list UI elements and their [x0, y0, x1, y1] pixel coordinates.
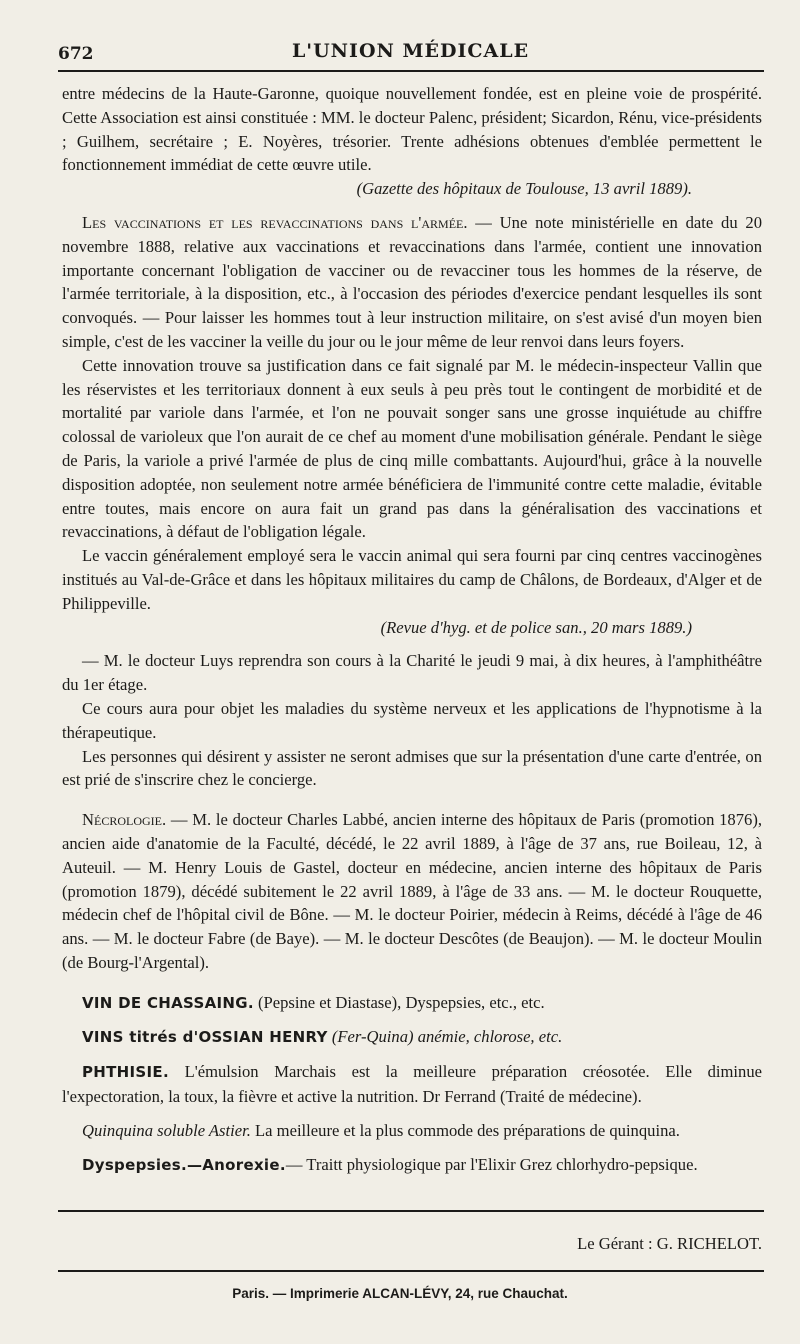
section-heading: Les vaccinations et les revaccinations dans l'armée. — [82, 212, 468, 232]
vaccination-paragraph — [62, 211, 762, 354]
source-citation: (Revue d'hyg. et de police san., 20 mars 1889.) — [380, 617, 692, 637]
section-heading: Nécrologie. — [82, 810, 167, 830]
journal-title: L'UNION MÉDICALE — [291, 40, 530, 62]
vaccine-paragraph: Le vaccin généralement employé sera le vaccin animal qui sera fourni par cinq centres vaccinogènes institués au Val-de-Grâce et dans les hôpitaux militaires du camp de Châlons, de Bordeaux, d'Alger et de Philippeville. — [62, 546, 762, 613]
ad-title: Dyspepsies.—Anorexie. — [82, 1155, 286, 1174]
imprint-rule — [58, 1270, 764, 1272]
justification-paragraph: Cette innovation trouve sa justification dans ce fait signalé par M. le médecin-inspecteur Vallin que les réservistes et les territoriaux donnent à eux seuls à peu près tout le contingent de morbidité et de mortalité par variole dans l'armée, et l'on ne pouvait songer sans une grosse inquiétude au chiffre colossal de varioleux que l'on aurait de ce chef au moment d'une mobilisation générale. Pendant le siège de Paris, la variole a privé l'armée de plus de cinq mille combattants. Aujourd'hui, grâce à la nouvelle disposition adoptée, non seulement notre armée bénéficiera de l'immunité contre cette maladie, évitable entre toutes, mais encore on aura fait un grand pas dans la généralisation des vaccinations et revaccinations, à défaut de l'obligation légale. — [62, 355, 762, 542]
ad-title: VINS titrés d'OSSIAN HENRY — [82, 1028, 328, 1047]
association-paragraph: entre médecins de la Haute-Garonne, quoique nouvellement fondée, est en pleine voie de prospérité. Cette Association est ainsi constituée : MM. le docteur Palenc, président; Sicardon, Rénu, vice-présidents ; Guilhem, secrétaire ; E. Noyères, trésorier. Trente adhésions obtenues d'emblée permettent le fonctionnement immédiat de cette œuvre utile. — [62, 84, 762, 175]
ad-title: PHTHISIE. — [82, 1063, 169, 1082]
article-body — [62, 82, 762, 1177]
source-citation: (Gazette des hôpitaux de Toulouse, 13 avril 1889). — [356, 179, 692, 199]
advertisement — [62, 1119, 762, 1143]
advertisement — [62, 1060, 762, 1109]
obituary-paragraph — [62, 808, 762, 975]
header-rule — [58, 70, 764, 72]
printer-imprint: Paris. — Imprimerie ALCAN-LÉVY, 24, rue Chauchat. — [232, 1286, 568, 1301]
ad-title: VIN DE CHASSAING. — [82, 993, 254, 1012]
advertisement — [62, 1153, 762, 1178]
ad-text: La meilleure et la plus commode des préparations de quinquina. — [250, 1120, 680, 1140]
ad-title: Quinquina soluble Astier. — [82, 1120, 251, 1140]
paragraph-text: — Une note ministérielle en date du 20 novembre 1888, relative aux vaccinations et revaccinations dans l'armée, contient une innovation importante concernant l'obligation de vacciner ou de revacciner tous les hommes de la réserve, de l'armée territoriale, à la disposition, etc., à l'occasion des périodes d'exercice pendant lesquelles ils sont convoqués. — Pour laisser les hommes tout à leur instruction militaire, on s'est avisé d'un moyen bien simple, c'est de les vacciner la veille du jour ou le jour même de leur renvoi dans leurs foyers. — [62, 212, 762, 351]
ad-text: — Traitt physiologique par l'Elixir Grez chlorhydro-pepsique. — [285, 1154, 698, 1174]
course-subject: Ce cours aura pour objet les maladies du système nerveux et les applications de l'hypnotisme à la thérapeutique. — [62, 698, 762, 742]
ad-text: L'émulsion Marchais est la meilleure préparation créosotée. Elle diminue l'expectoration, la toux, la fièvre et active la nutrition. Dr Ferrand (Traité de médecine). — [62, 1062, 762, 1107]
ad-text: (Pepsine et Diastase), Dyspepsies, etc., etc. — [253, 992, 545, 1012]
paragraph-text: — M. le docteur Charles Labbé, ancien interne des hôpitaux de Paris (promotion 1876), ancien aide d'anatomie de la Faculté, décédé, le 22 avril 1889, à l'âge de 37 ans, rue Boileau, 12, à Auteuil. — M. Henry Louis de Gastel, docteur en médecine, ancien interne des hôpitaux de Paris (promotion 1879), décédé subitement le 22 avril 1889, à l'âge de 33 ans. — M. le docteur Rouquette, médecin chef de l'hôpital civil de Bône. — M. le docteur Poirier, médecin à Reims, décédé à l'âge de 46 ans. — M. le docteur Fabre (de Baye). — M. le docteur Descôtes (de Beaujon). — M. le docteur Moulin (de Bourg-l'Argental). — [62, 810, 762, 972]
page-number: 672 — [58, 44, 94, 64]
course-announcement: — M. le docteur Luys reprendra son cours à la Charité le jeudi 9 mai, à dix heures, à l'amphithéâtre du 1er étage. — [62, 651, 762, 695]
page-header — [58, 32, 763, 72]
ad-text: (Fer-Quina) anémie, chlorose, etc. — [327, 1027, 563, 1047]
advertisement — [62, 1025, 762, 1050]
footer-rule — [58, 1210, 764, 1212]
course-admission: Les personnes qui désirent y assister ne seront admises que sur la présentation d'une carte d'entrée, on est prié de s'inscrire chez le concierge. — [62, 746, 762, 790]
advertisement — [62, 991, 762, 1016]
gerant-signature: Le Gérant : G. RICHELOT. — [577, 1234, 762, 1253]
